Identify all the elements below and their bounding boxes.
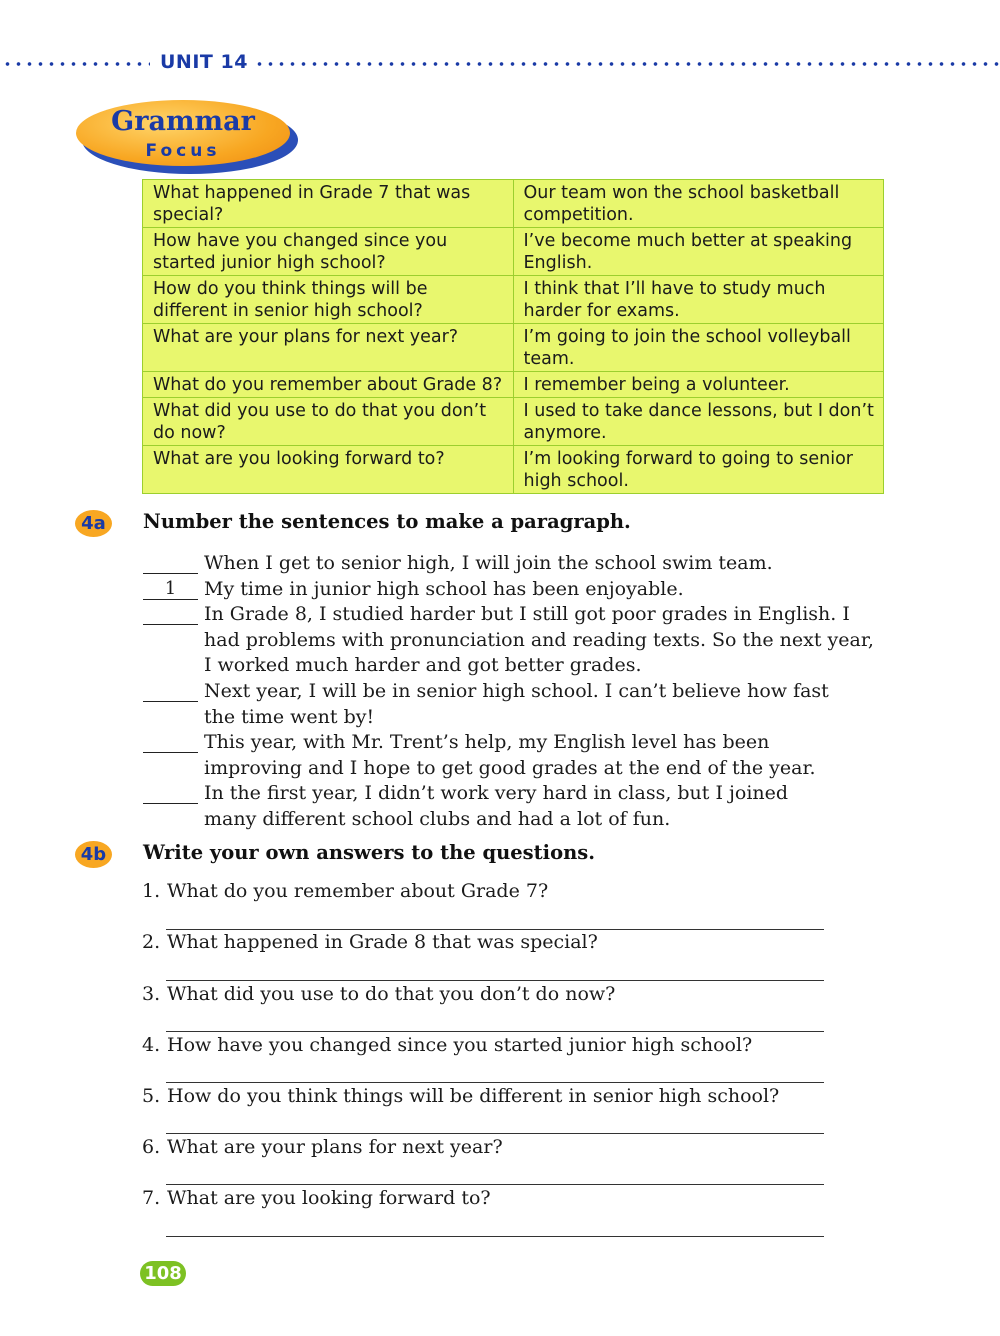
table-cell-answer: I think that I’ll have to study much harder for exams. [513,276,884,324]
section-4b-badge: 4b [75,841,112,868]
table-cell-answer: I’m going to join the school volleyball team. [513,324,884,372]
question-text: How have you changed since you started junior high school? [167,1034,753,1056]
answer-line[interactable] [166,1031,824,1032]
answer-line[interactable] [166,1133,824,1134]
question-number: 3. [142,983,161,1005]
sentence-item [143,730,873,781]
dotted-rule-right [254,62,1000,66]
question-text: What did you use to do that you don’t do now? [167,983,616,1005]
table-row [143,398,884,446]
question-item [142,880,842,902]
sentence-item [143,577,903,603]
question-text: How do you think things will be different in senior high school? [167,1085,780,1107]
sentence-text: Next year, I will be in senior high school. I can’t believe how fast the time went by! [204,680,829,728]
number-blank[interactable] [143,551,198,574]
sentence-item [143,602,883,679]
question-number: 4. [142,1034,161,1056]
question-text: What do you remember about Grade 7? [167,880,549,902]
question-text: What are your plans for next year? [167,1136,503,1158]
answer-line[interactable] [166,1236,824,1237]
sentence-text: This year, with Mr. Trent’s help, my English level has been improving and I hope to get good grades at the end of the year. [204,731,816,779]
table-row [143,372,884,398]
grammar-focus-badge [76,100,298,174]
question-item [142,1034,842,1056]
question-number: 6. [142,1136,161,1158]
number-blank[interactable] [143,679,198,702]
sentence-text: In Grade 8, I studied harder but I still got poor grades in English. I had problems with pronunciation and reading texts. So the next year, I worked much harder and got better grades. [204,603,874,677]
dotted-rule-left [2,62,150,66]
answer-line[interactable] [166,980,824,981]
table-cell-question: What did you use to do that you don’t do now? [143,398,514,446]
table-cell-question: What happened in Grade 7 that was special? [143,180,514,228]
question-number: 5. [142,1085,161,1107]
answer-line[interactable] [166,1184,824,1185]
page-number: 108 [140,1261,186,1286]
table-row [143,228,884,276]
question-number: 2. [142,931,161,953]
number-blank[interactable]: 1 [143,577,198,600]
grammar-focus-title-line1: Grammar [111,106,255,137]
sentence-item [143,781,843,832]
question-item [142,1136,842,1158]
sentence-text: In the first year, I didn’t work very hard in class, but I joined many different school clubs and had a lot of fun. [204,782,789,830]
table-row [143,276,884,324]
grammar-focus-title-line2: Focus [145,141,221,161]
table-cell-question: How do you think things will be different in senior high school? [143,276,514,324]
answer-line[interactable] [166,1082,824,1083]
table-row [143,324,884,372]
number-blank[interactable] [143,781,198,804]
table-cell-question: What are your plans for next year? [143,324,514,372]
table-cell-question: What do you remember about Grade 8? [143,372,514,398]
grammar-focus-table [142,179,884,494]
sentence-text: When I get to senior high, I will join the school swim team. [204,552,773,574]
unit-header [0,50,1000,78]
table-cell-answer: I’m looking forward to going to senior high school. [513,446,884,494]
question-item [142,1187,842,1209]
section-4a-badge: 4a [75,510,112,537]
table-cell-answer: Our team won the school basketball competition. [513,180,884,228]
number-blank[interactable] [143,602,198,625]
table-cell-answer: I used to take dance lessons, but I don’t anymore. [513,398,884,446]
answer-line[interactable] [166,929,824,930]
sentence-text: My time in junior high school has been enjoyable. [204,578,684,600]
table-row [143,446,884,494]
question-item [142,983,842,1005]
question-number: 1. [142,880,161,902]
table-cell-answer: I’ve become much better at speaking English. [513,228,884,276]
section-4a-title: Number the sentences to make a paragraph. [143,510,631,533]
number-blank[interactable] [143,730,198,753]
table-cell-question: What are you looking forward to? [143,446,514,494]
table-cell-question: How have you changed since you started junior high school? [143,228,514,276]
table-row [143,180,884,228]
question-text: What happened in Grade 8 that was special? [167,931,598,953]
unit-title: UNIT 14 [160,51,248,73]
question-item [142,1085,842,1107]
question-number: 7. [142,1187,161,1209]
question-item [142,931,842,953]
sentence-item [143,551,903,577]
sentence-item [143,679,863,730]
question-text: What are you looking forward to? [167,1187,491,1209]
section-4b-title: Write your own answers to the questions. [143,841,596,864]
table-cell-answer: I remember being a volunteer. [513,372,884,398]
